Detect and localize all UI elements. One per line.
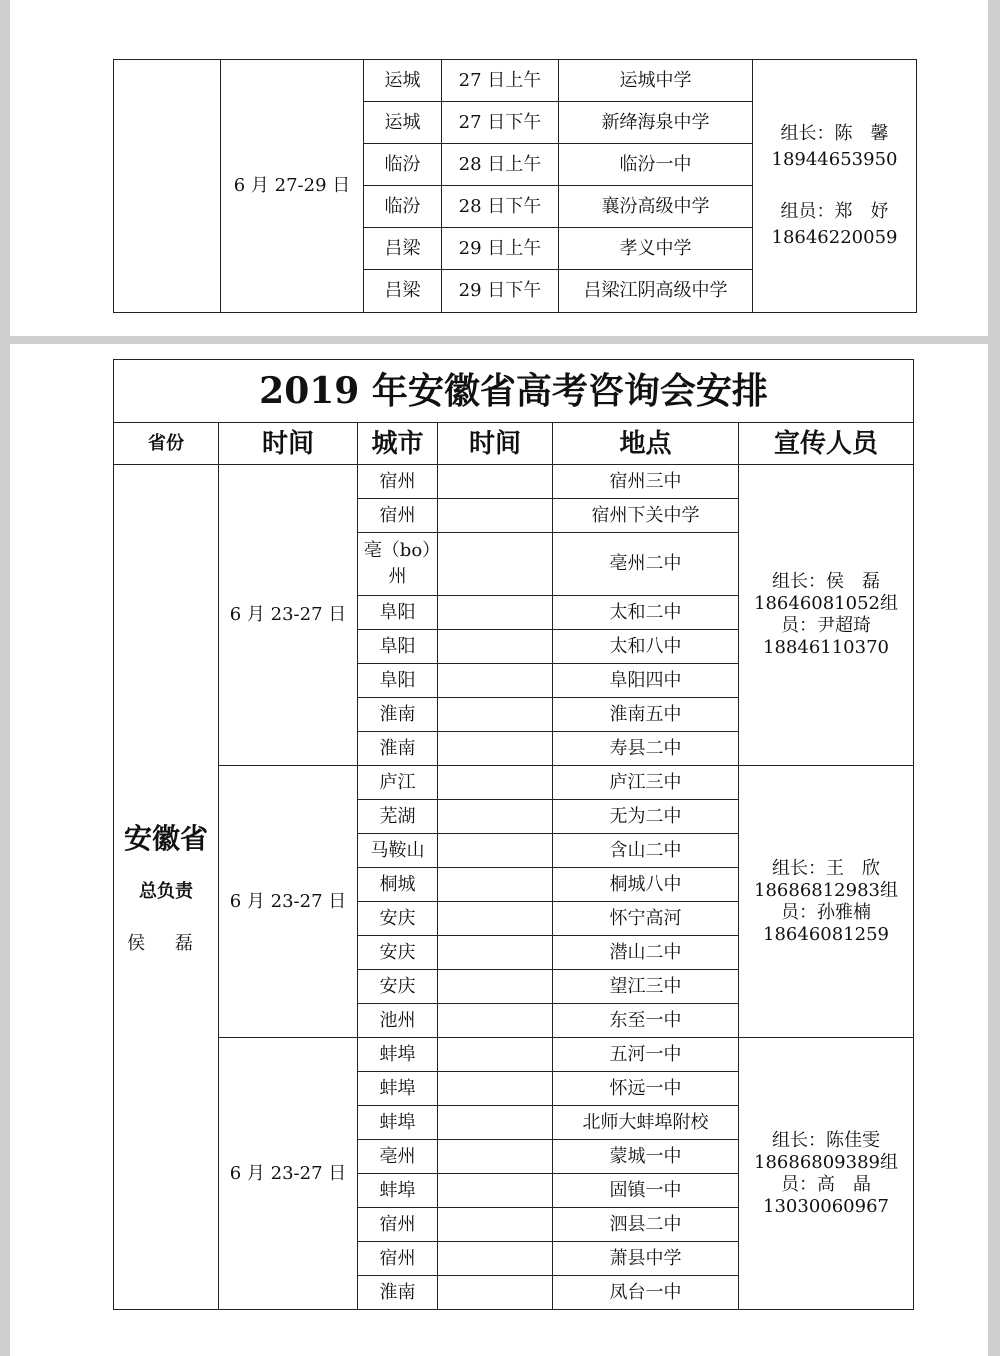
- city-cell: 亳（bo）州: [358, 533, 438, 596]
- city-cell: 淮南: [358, 1276, 438, 1310]
- time-cell: [438, 1208, 553, 1242]
- place-cell: 孝义中学: [559, 228, 753, 270]
- place-cell: 望江三中: [553, 970, 739, 1004]
- city-cell: 蚌埠: [358, 1174, 438, 1208]
- place-cell: 襄汾高级中学: [559, 186, 753, 228]
- date-range-cell: 6 月 27-29 日: [221, 60, 364, 313]
- city-cell: 临汾: [364, 144, 442, 186]
- time-cell: [438, 630, 553, 664]
- city-cell: 淮南: [358, 698, 438, 732]
- time-cell: [438, 970, 553, 1004]
- member-phone: 18646081259: [763, 923, 889, 945]
- page-sheet-top: [10, 0, 988, 336]
- leader-label: 组长：王 欣: [772, 857, 880, 879]
- city-cell: 蚌埠: [358, 1106, 438, 1140]
- city-cell: 安庆: [358, 902, 438, 936]
- time-cell: [438, 533, 553, 596]
- date-range-cell: 6 月 23-27 日: [219, 1038, 358, 1310]
- header-province: 省份: [114, 423, 219, 465]
- place-cell: 临汾一中: [559, 144, 753, 186]
- city-cell: 芜湖: [358, 800, 438, 834]
- time-cell: [438, 499, 553, 533]
- time-cell: [438, 664, 553, 698]
- place-cell: 五河一中: [553, 1038, 739, 1072]
- city-cell: 庐江: [358, 766, 438, 800]
- member-phone: 18846110370: [763, 637, 889, 658]
- place-cell: 蒙城一中: [553, 1140, 739, 1174]
- time-cell: 27 日上午: [442, 60, 559, 102]
- city-cell: 宿州: [358, 465, 438, 499]
- place-cell: 太和八中: [553, 630, 739, 664]
- city-cell: 蚌埠: [358, 1072, 438, 1106]
- date-range-cell: 6 月 23-27 日: [219, 766, 358, 1038]
- province-lead-name: 侯 磊: [127, 933, 205, 954]
- table-title: 2019 年安徽省高考咨询会安排: [114, 360, 914, 423]
- city-cell: 安庆: [358, 936, 438, 970]
- city-cell: 阜阳: [358, 630, 438, 664]
- header-time: 时间: [438, 423, 553, 465]
- province-lead-label: 总负责: [139, 881, 193, 902]
- time-cell: [438, 1038, 553, 1072]
- place-cell: 桐城八中: [553, 868, 739, 902]
- schedule-row: [114, 766, 914, 800]
- time-cell: [438, 766, 553, 800]
- staff-contact-cell: [739, 1038, 914, 1310]
- time-cell: 27 日下午: [442, 102, 559, 144]
- leader-phone: 18686812983: [754, 879, 880, 901]
- member-label: 组员：孙雅楠: [781, 879, 898, 923]
- time-cell: 29 日下午: [442, 270, 559, 313]
- place-cell: 凤台一中: [553, 1276, 739, 1310]
- member-label: 组员：尹超琦: [781, 593, 898, 636]
- place-cell: 固镇一中: [553, 1174, 739, 1208]
- place-cell: 宿州下关中学: [553, 499, 739, 533]
- place-cell: 怀远一中: [553, 1072, 739, 1106]
- city-cell: 安庆: [358, 970, 438, 1004]
- place-cell: 东至一中: [553, 1004, 739, 1038]
- time-cell: [438, 1174, 553, 1208]
- member-phone: 13030060967: [763, 1195, 889, 1217]
- time-cell: 28 日上午: [442, 144, 559, 186]
- time-cell: [438, 596, 553, 630]
- place-cell: 寿县二中: [553, 732, 739, 766]
- place-cell: 怀宁高河: [553, 902, 739, 936]
- city-cell: 阜阳: [358, 664, 438, 698]
- shanxi-schedule-table: [113, 59, 917, 313]
- leader-phone: 18646081052: [754, 593, 880, 614]
- province-name: 安徽省: [123, 822, 208, 855]
- staff-contact-cell: [739, 465, 914, 766]
- date-range-cell: 6 月 23-27 日: [219, 465, 358, 766]
- province-cell: [114, 60, 221, 313]
- time-cell: 29 日上午: [442, 228, 559, 270]
- place-cell: 无为二中: [553, 800, 739, 834]
- time-cell: [438, 1072, 553, 1106]
- place-cell: 亳州二中: [553, 533, 739, 596]
- time-cell: 28 日下午: [442, 186, 559, 228]
- time-cell: [438, 902, 553, 936]
- leader-label: 组长：陈 馨: [780, 123, 889, 144]
- city-cell: 淮南: [358, 732, 438, 766]
- time-cell: [438, 1276, 553, 1310]
- time-cell: [438, 465, 553, 499]
- place-cell: 阜阳四中: [553, 664, 739, 698]
- place-cell: 运城中学: [559, 60, 753, 102]
- city-cell: 运城: [364, 102, 442, 144]
- city-cell: 马鞍山: [358, 834, 438, 868]
- header-staff: 宣传人员: [739, 423, 914, 465]
- city-cell: 吕梁: [364, 270, 442, 313]
- place-cell: 淮南五中: [553, 698, 739, 732]
- city-cell: 宿州: [358, 499, 438, 533]
- member-label: 组员：高 晶: [781, 1151, 898, 1195]
- time-cell: [438, 834, 553, 868]
- header-date: 时间: [219, 423, 358, 465]
- member-label: 组员：郑 妤: [780, 201, 889, 222]
- city-cell: 池州: [358, 1004, 438, 1038]
- city-cell: 蚌埠: [358, 1038, 438, 1072]
- anhui-schedule-table: [113, 359, 914, 1310]
- schedule-row: [114, 1038, 914, 1072]
- time-cell: [438, 936, 553, 970]
- leader-label: 组长：侯 磊: [772, 571, 880, 592]
- city-cell: 桐城: [358, 868, 438, 902]
- time-cell: [438, 1004, 553, 1038]
- staff-contact-cell: [753, 60, 917, 313]
- member-phone: 18646220059: [771, 227, 898, 248]
- time-cell: [438, 868, 553, 902]
- time-cell: [438, 800, 553, 834]
- place-cell: 含山二中: [553, 834, 739, 868]
- time-cell: [438, 1242, 553, 1276]
- header-place: 地点: [553, 423, 739, 465]
- city-cell: 阜阳: [358, 596, 438, 630]
- place-cell: 太和二中: [553, 596, 739, 630]
- place-cell: 泗县二中: [553, 1208, 739, 1242]
- province-cell: [114, 465, 219, 1310]
- time-cell: [438, 698, 553, 732]
- staff-contact-cell: [739, 766, 914, 1038]
- leader-phone: 18944653950: [771, 149, 898, 170]
- leader-phone: 18686809389: [754, 1151, 880, 1173]
- city-cell: 临汾: [364, 186, 442, 228]
- city-cell: 宿州: [358, 1208, 438, 1242]
- page-sheet-bottom: [10, 344, 988, 1356]
- place-cell: 庐江三中: [553, 766, 739, 800]
- time-cell: [438, 1106, 553, 1140]
- schedule-row: [114, 465, 914, 499]
- time-cell: [438, 732, 553, 766]
- place-cell: 北师大蚌埠附校: [553, 1106, 739, 1140]
- leader-label: 组长：陈佳雯: [772, 1129, 880, 1151]
- time-cell: [438, 1140, 553, 1174]
- city-cell: 亳州: [358, 1140, 438, 1174]
- place-cell: 潜山二中: [553, 936, 739, 970]
- city-cell: 运城: [364, 60, 442, 102]
- place-cell: 萧县中学: [553, 1242, 739, 1276]
- city-cell: 吕梁: [364, 228, 442, 270]
- place-cell: 宿州三中: [553, 465, 739, 499]
- city-cell: 宿州: [358, 1242, 438, 1276]
- header-city: 城市: [358, 423, 438, 465]
- place-cell: 吕梁江阴高级中学: [559, 270, 753, 313]
- place-cell: 新绛海泉中学: [559, 102, 753, 144]
